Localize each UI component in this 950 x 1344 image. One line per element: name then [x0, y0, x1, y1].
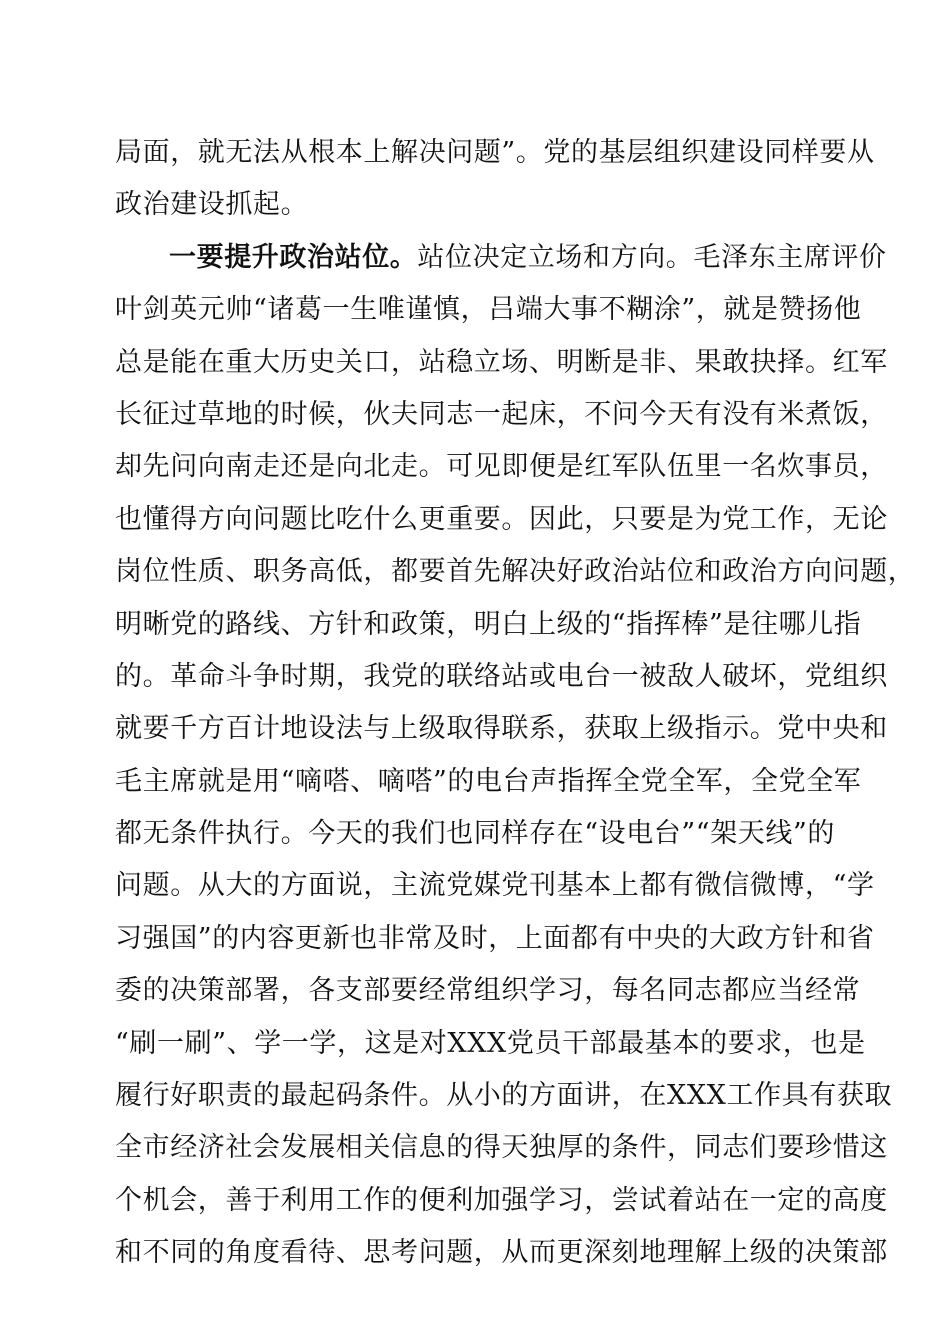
text-line-20: 全市经济社会发展相关信息的得天独厚的条件，同志们要珍惜这 — [115, 1132, 888, 1164]
text-line-2: 政治建设抓起。 — [115, 189, 309, 221]
text-line-17: 委的决策部署，各支部要经常组织学习，每名同志都应当经常 — [115, 975, 861, 1007]
text-line-16: 习强国”的内容更新也非常及时，上面都有中央的大政方针和省 — [115, 922, 875, 954]
text-line-8: 也懂得方向问题比吃什么更重要。因此，只要是为党工作，无论 — [115, 503, 888, 535]
text-line-14: 都无条件执行。今天的我们也同样存在“设电台”“架天线”的 — [115, 818, 836, 850]
paragraph-heading: 一要提升政治站位。 — [169, 241, 418, 273]
text-line-6: 长征过草地的时候，伙夫同志一起床，不问今天有没有米煮饭， — [115, 398, 888, 430]
text-line-7: 却先问向南走还是向北走。可见即便是红军队伍里一名炊事员， — [115, 451, 888, 483]
text-line-12: 就要千方百计地设法与上级取得联系，获取上级指示。党中央和 — [115, 713, 888, 745]
text-line-13: 毛主席就是用“嘀嗒、嘀嗒”的电台声指挥全党全军，全党全军 — [115, 765, 862, 797]
paragraph-heading-line — [115, 232, 887, 284]
text-line-19: 履行好职责的最起码条件。从小的方面讲，在XXX工作具有获取 — [115, 1080, 893, 1112]
text-line-5: 总是能在重大历史关口，站稳立场、明断是非、果敢抉择。红军 — [115, 346, 888, 378]
body-text — [115, 127, 916, 1280]
text-line-10: 明晰党的路线、方针和政策，明白上级的“指挥棒”是往哪儿指 — [115, 608, 862, 640]
text-line-21: 个机会，善于利用工作的便利加强学习，尝试着站在一定的高度 — [115, 1184, 888, 1216]
text-line-18: “刷一刷”、学一学，这是对XXX党员干部最基本的要求，也是 — [115, 1027, 866, 1059]
text-line-22: 和不同的角度看待、思考问题，从而更深刻地理解上级的决策部 — [115, 1237, 888, 1269]
text-line-1: 局面，就无法从根本上解决问题”。党的基层组织建设同样要从 — [115, 137, 875, 168]
text-line-15: 问题。从大的方面说，主流党媒党刊基本上都有微信微博，“学 — [115, 870, 875, 902]
text-line-3: 站位决定立场和方向。毛泽东主席评价 — [417, 241, 887, 273]
text-line-4: 叶剑英元帅“诸葛一生唯谨慎，吕端大事不糊涂”，就是赞扬他 — [115, 294, 862, 326]
text-line-11: 的。革命斗争时期，我党的联络站或电台一被敌人破坏，党组织 — [115, 660, 888, 692]
text-line-9: 岗位性质、职务高低，都要首先解决好政治站位和政治方向问题， — [115, 556, 916, 588]
